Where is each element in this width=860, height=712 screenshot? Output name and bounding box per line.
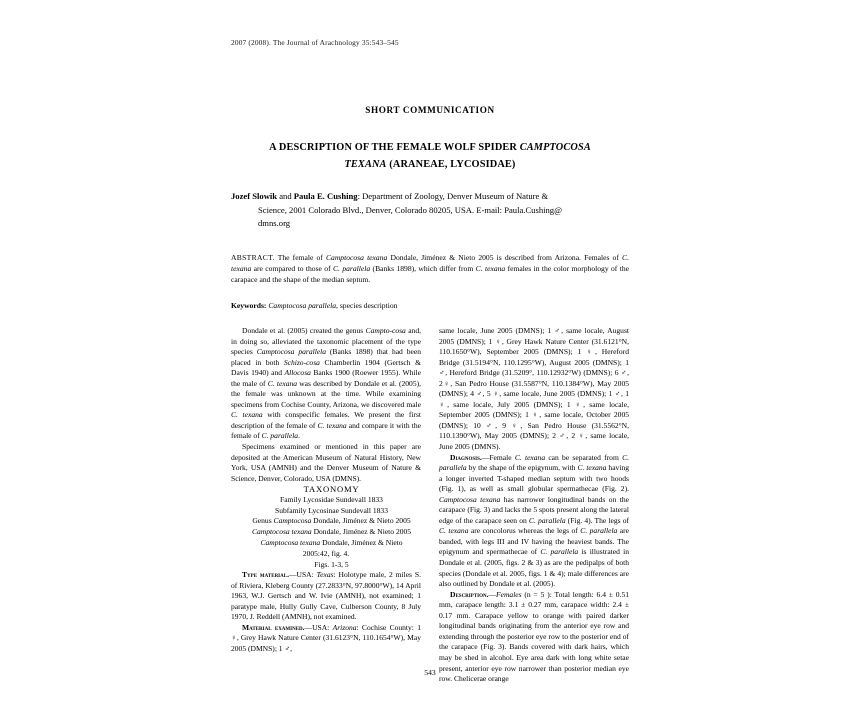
taxon-family: Family Lycosidae Sundevall 1833 [280,494,383,504]
paragraph-material-continued: same locale, June 2005 (DMNS); 1 ♂, same locale, August 2005 (DMNS); 1 ♀, Grey Hawk Nature Center (31.6121°N, 110.1650°W), September 2005 (DMNS); 1 ♀, Hereford Bridge (31.5194°N, 110.1295°W), August 2005 (DMNS); 1 ♂, Hereford Bridge (31.5209°, 110.12932°W) (DMNS); 6 ♂, 2♀, San Pedro House (31.5587°N, 110.1384°W), May 2005 (DMNS); 4 ♂, 5 ♀, same locale, June 2005 (DMNS); 1 ♂, 1 ♀, same locale, July 2005 (DMNS); 1 ♀, same locale, September 2005 (DMNS); 1 ♀, same locale, October 2005 (DMNS); 10 ♂, 9 ♀, San Pedro House (31.5562°N, 110.1390°W), May 2005 (DMNS); 2 ♂, 2 ♀, same locale, June 2005 (DMNS). [439,326,629,452]
affiliation-line-3: dmns.org [258,218,291,228]
taxon-subfamily: Subfamily Lycosinae Sundevall 1833 [275,505,388,515]
diagnosis-dash: —Female [481,452,515,462]
keywords-italic: Camptocosa parallela [266,301,337,310]
title-text-1: A DESCRIPTION OF THE FEMALE WOLF SPIDER [269,142,520,153]
p1-text-i: . [298,431,300,441]
p1-text-a: Dondale et al. (2005) created the genus [242,326,366,335]
taxon-genus [231,516,421,527]
p1-text-h: and compare it with the female of [231,420,421,441]
abstract-text-2: Dondale, Jiménez & Nieto 2005 is described from Arizona. Females of [387,253,623,262]
abstract-text-4: (Banks 1898), which differ from [370,264,476,274]
type-material-dash: —USA: [288,570,317,580]
paragraph-diagnosis [439,453,629,590]
material-examined-dash: —USA: [304,622,333,632]
diagnosis-species-3: C. texana [577,463,607,473]
author-block [231,190,629,231]
diagnosis-text-e: (Fig. 4). The legs of [565,515,629,525]
taxon-genus-pre: Genus [252,516,274,526]
short-communication-label: SHORT COMMUNICATION [365,105,495,115]
taxon-species-authority-2: Dondale, Jiménez & Nieto [320,537,403,547]
p1-genus-a: Campto- [365,326,392,335]
p1-genus-e: Allocosa [284,368,311,378]
abstract-label: ABSTRACT. [231,253,275,262]
p1-text-d: Chamberlin 1904 (Gertsch & Davis 1940) and [231,357,422,378]
abstract-species-2: C. texana [231,253,629,274]
p1-species-e: C. parallela [261,431,299,441]
taxon-species-1 [231,527,421,538]
diagnosis-species-1: C. texana [514,452,546,462]
paragraph-material-examined [231,623,421,655]
p1-genus-d: cosa [306,357,320,367]
taxon-genus-authority: Dondale, Jiménez & Nieto 2005 [311,516,411,526]
taxon-species-name-2: Camptocosa texana [260,537,321,547]
diagnosis-text-b: by the shape of the epigynum, with [466,463,578,473]
description-dash: — [488,589,497,599]
body-column-right [439,326,629,685]
material-examined-state: Arizona [332,622,357,632]
title-text-2: (ARANEAE, LYCOSIDAE) [386,159,516,170]
diagnosis-species-4: Camptocosa texana [439,494,501,504]
type-material-state: Texas [316,570,334,580]
type-material-label: Type material. [242,570,289,580]
description-label: Description. [450,589,489,599]
author-conjunction: and [277,191,294,201]
material-examined-label: Material examined. [242,622,305,632]
p1-text-e: Banks 1900 (Roewer 1955). While the male of [231,368,421,388]
material-examined-text: : Cochise County: 1 ♀, Grey Hawk Nature Center (31.6123°N, 110.1654°W), May 2005 (DMNS); 1 ♂, [231,622,421,653]
affiliation-line-1: : Department of Zoology, Denver Museum of Nature & [357,191,549,201]
description-sex: Females [496,589,522,599]
author-1: Jozef Slowik [231,191,278,201]
type-material-text: : Holotype male, 2 miles S. of Riviera, Kleberg County (27.2833°N, 97.8000°W), 14 April 1963, W.J. Gertsch and W. Ivie (AMNH), not examined; 1 paratype male, Hully Gully Cave, Culberson County, 8 July 1970, J. Reddell (AMNH), not examined. [231,570,421,622]
page-title [231,139,629,173]
p1-text-f: was described by Dondale et al. (2005), the female was unknown at the time. While examining specimens from Cochise County, Arizona, we discovered male [231,378,421,409]
p1-genus-b: cosa [392,326,406,335]
diagnosis-text-f: are concolorus whereas the legs of [468,526,581,536]
keywords-rest: , species description [336,301,398,310]
p1-text-c: (Banks 1898) that had been placed in both [231,347,421,367]
abstract-species-1: Camptocosa texana [325,253,388,262]
keywords-label: Keywords: [231,301,267,310]
figure-reference-line: Figs. 1-3, 5 [314,559,349,569]
p1-species-a: Camptocosa parallela [256,347,327,357]
diagnosis-species-5: C. parallela [528,515,566,525]
p1-species-d: C. texana [317,420,347,430]
diagnosis-text-h: is illustrated in Dondale et al. (2005, figs. 2 & 3) as are the pedipalps of both species (Dondale et al. 2005, figs. 1 & 4); male differences are also outlined by Dondale et al. (2005). [439,547,629,589]
taxon-species-authority-1: Dondale, Jiménez & Nieto 2005 [311,527,412,537]
diagnosis-text-d: has narrower longitudinal bands on the carapace (Fig. 3) and lacks the 5 spots present along the lateral edge of the carapace seen on [439,494,629,525]
abstract-text-3: are compared to those of [251,264,333,274]
p1-genus-c: Schizo- [283,357,307,367]
abstract [231,252,629,285]
paragraph-intro [231,326,421,442]
affiliation-line-2: Science, 2001 Colorado Blvd., Denver, Colorado 80205, USA. E-mail: Paula.Cushing@ [258,204,563,215]
diagnosis-text-c: having a longer inverted T-shaped median septum with two hoods (Fig. 1), as well as small globular spermathecae (Fig. 2). [439,463,629,494]
keywords [231,300,629,311]
p1-text-b: and, in doing so, alleviated the taxonomic placement of the type species [231,326,421,357]
p1-species-b: C. texana [267,378,298,388]
taxon-species-2 [231,538,421,560]
diagnosis-species-6: C. texana [439,526,469,536]
section-heading-taxonomy: TAXONOMY [303,484,360,495]
body-column-left [231,326,421,654]
title-genus: CAMPTOCOSA [519,142,591,153]
abstract-text-1: The female of [274,253,326,262]
abstract-species-3: C. parallela [332,264,371,274]
running-head: 2007 (2008). The Journal of Arachnology 35:543–545 [231,38,399,47]
diagnosis-species-2: C. parallela [439,452,629,473]
p1-text-g: with conspecific females. We present the first description of the female of [231,410,421,430]
page-number: 543 [424,668,436,677]
paragraph-type-material [231,570,421,623]
diagnosis-label: Diagnosis. [450,452,482,462]
description-text: (n = 5 ): Total length: 6.4 ± 0.51 mm, carapace length: 3.1 ± 0.27 mm, carapace width: 2.4 ± 0.17 mm. Carapace yellow to orange with paired darker longitudinal bands originating from the anterior eye row and extending through the posterior eye row to the posterior end of the carapace (Fig. 3). Bands covered with dark hairs, which may be shed in alcohol. Eye area dark with long white setae present, anterior eye row narrower than posterior median eye row. Chelicerae orange [439,589,629,684]
diagnosis-text-g: are banded, with legs III and IV having the heaviest bands. The epigynum and spermathecae of [439,526,629,557]
taxon-species-ref-2: 2005:42, fig. 4. [302,548,350,558]
diagnosis-species-7: C. parallela [580,526,618,536]
taxon-species-name-1: Camptocosa texana [251,527,312,537]
taxon-genus-name: Camptocosa [273,516,312,526]
title-species: TEXANA [344,159,387,170]
abstract-text-5: females in the color morphology of the carapace and the shape of the median septum. [231,264,629,285]
p1-species-c: C. texana [231,410,263,420]
author-2: Paula E. Cushing [293,191,358,201]
abstract-species-4: C. texana [475,264,506,274]
diagnosis-species-8: C. parallela [540,547,579,557]
diagnosis-text-a: can be separated from [545,452,623,462]
paragraph-specimens: Specimens examined or mentioned in this paper are deposited at the American Museum of Natural History, New York, USA (AMNH) and the Denver Museum of Nature & Science, Denver, Colorado, USA (DMNS). [231,442,421,483]
